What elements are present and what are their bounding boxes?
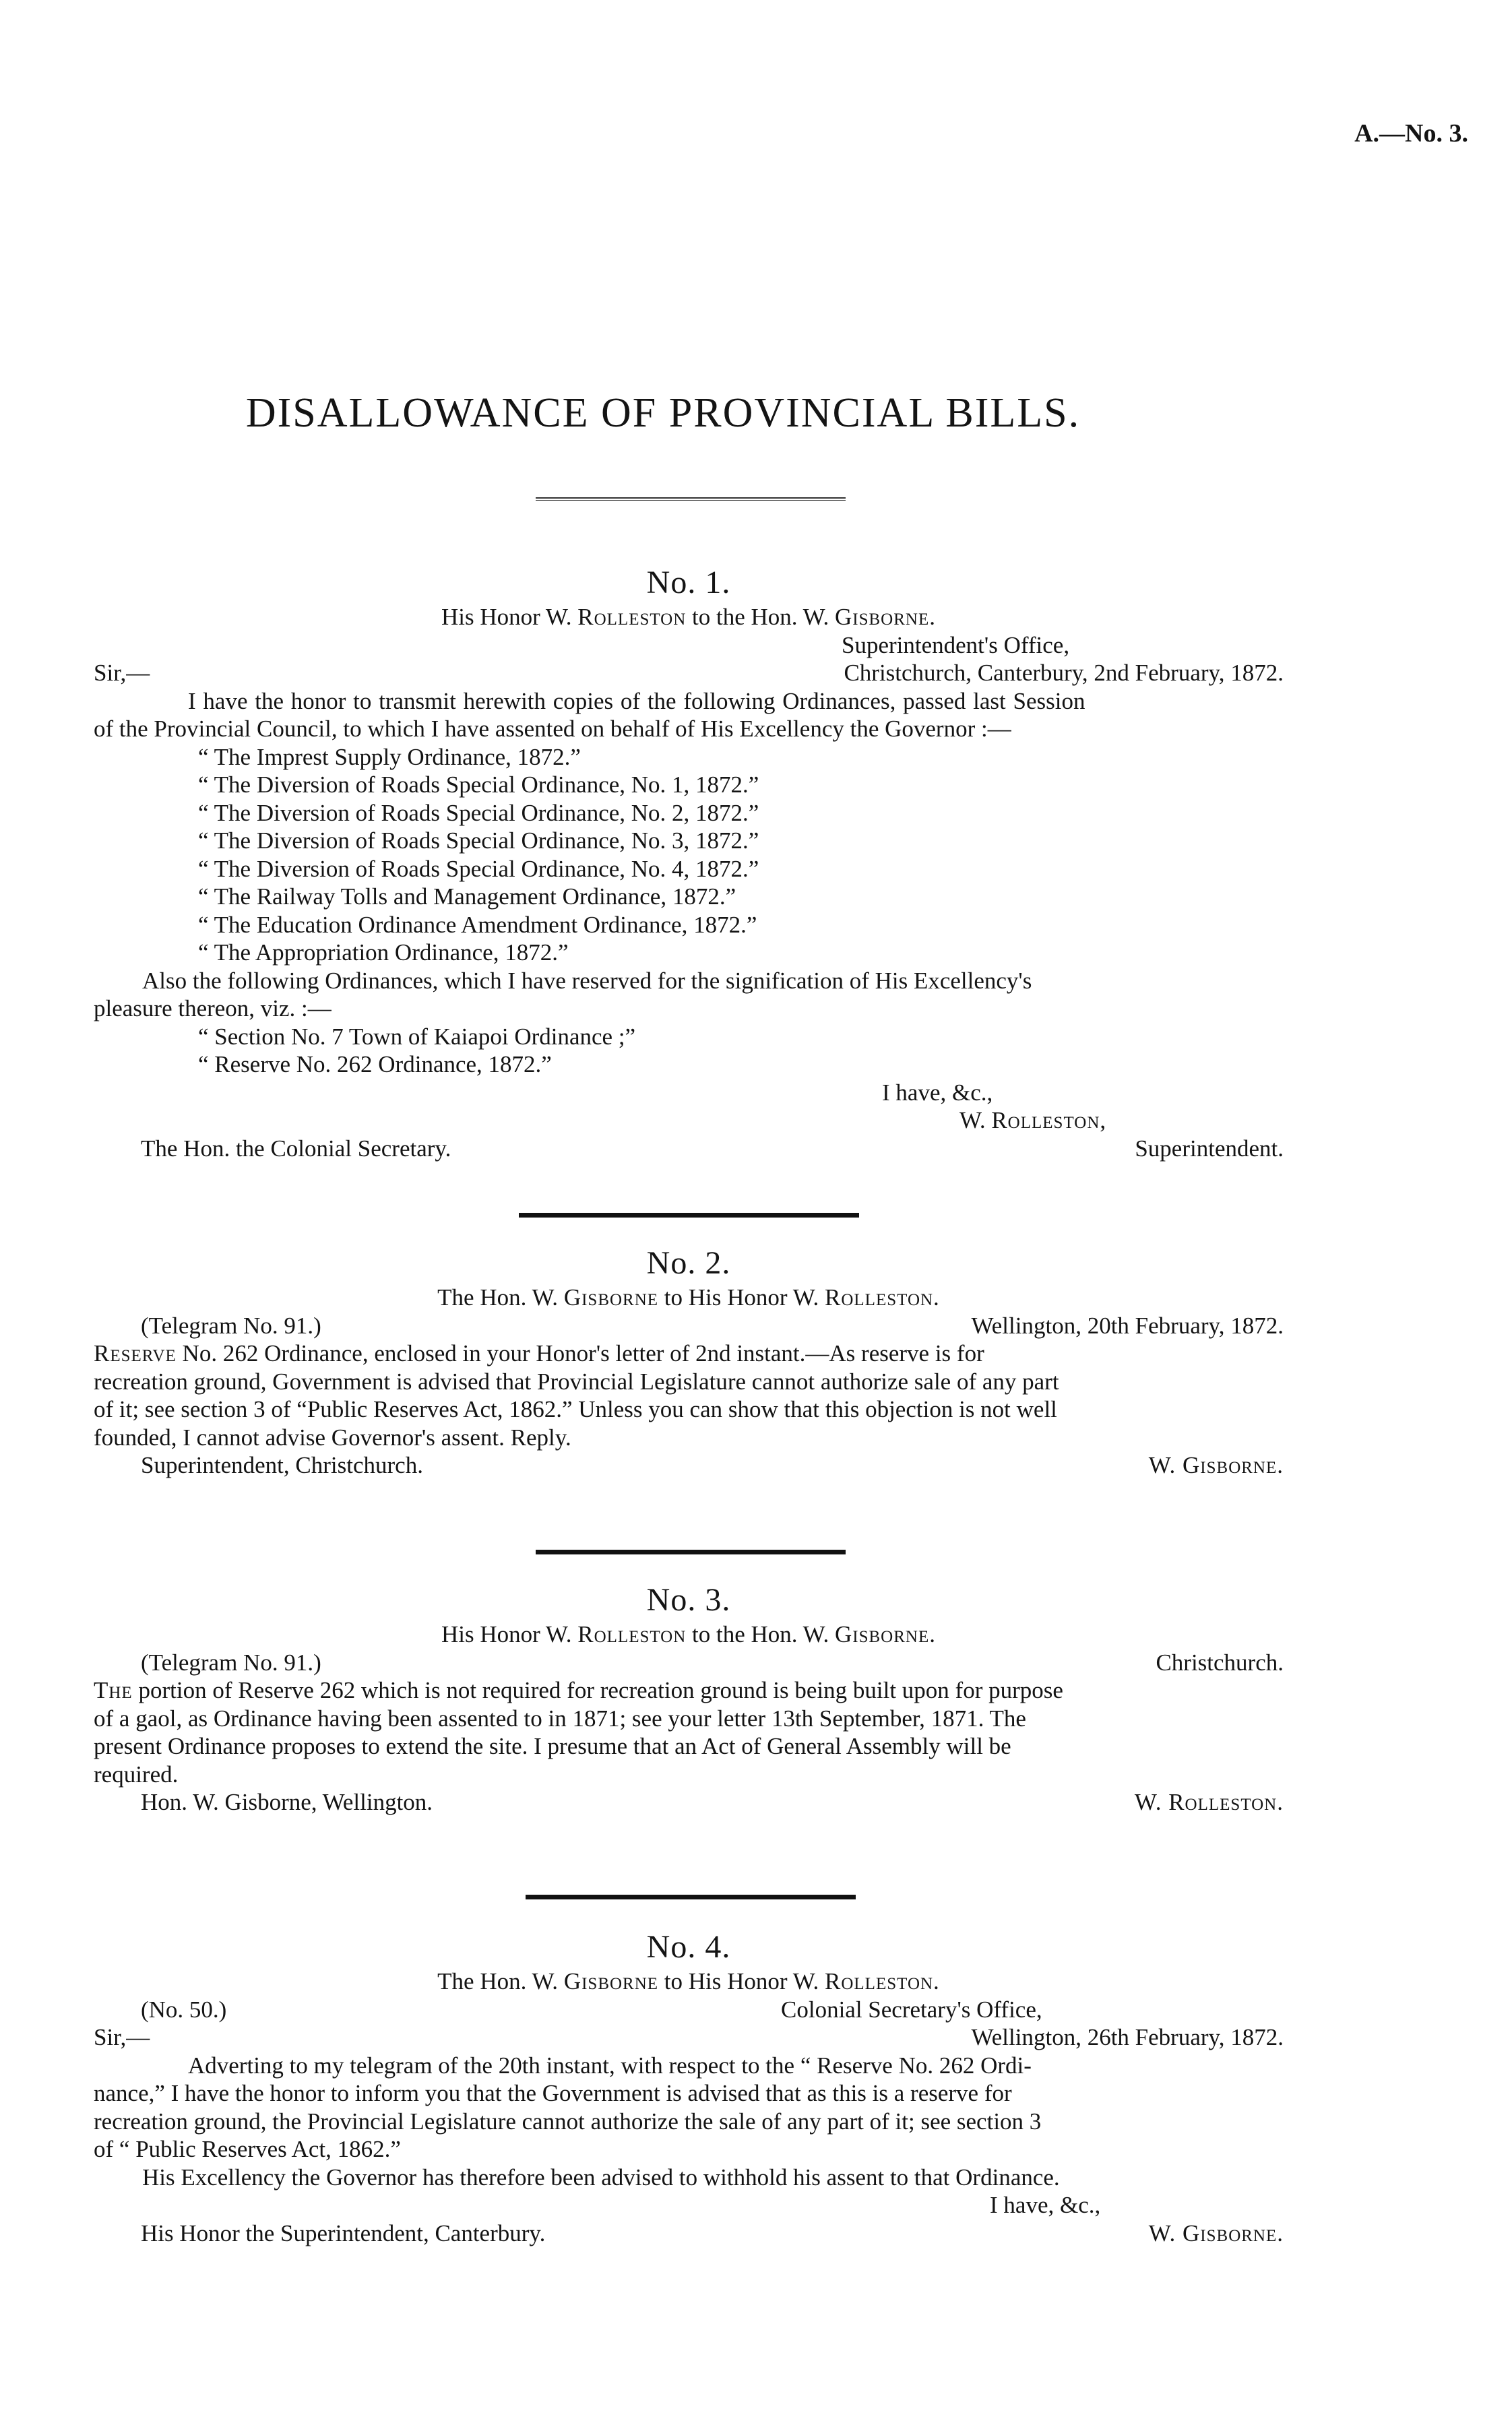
- body-line: required.: [94, 1761, 179, 1788]
- letter-2: [94, 1243, 1284, 1480]
- signature: W. Rolleston,: [959, 1107, 1107, 1133]
- signature: W. Rolleston.: [1134, 1789, 1284, 1815]
- page-identifier: A.—No. 3.: [1354, 119, 1468, 148]
- sender-name: Rolleston: [577, 1621, 687, 1647]
- sender-name: Rolleston: [577, 604, 687, 630]
- reference-number: (No. 50.): [141, 1996, 227, 2023]
- body-line: recreation ground, the Provincial Legislature cannot authorize the sale of any part of it; see section 3: [94, 2108, 1042, 2135]
- place-date: Wellington, 26th February, 1872.: [971, 2024, 1284, 2050]
- place-date: Wellington, 20th February, 1872.: [971, 1312, 1284, 1339]
- body-line: Reserve No. 262 Ordinance, enclosed in your Honor's letter of 2nd instant.—As reserve is for: [94, 1340, 984, 1366]
- letter-number: No. 4.: [646, 1929, 731, 1965]
- ordinance-item: “ The Diversion of Roads Special Ordinance, No. 2, 1872.”: [198, 799, 759, 826]
- ordinance-item: “ The Railway Tolls and Management Ordinance, 1872.”: [198, 883, 736, 910]
- body-line: of a gaol, as Ordinance having been assented to in 1871; see your letter 13th September, 1871. The: [94, 1705, 1026, 1732]
- addressee: Superintendent, Christchurch.: [141, 1452, 423, 1478]
- section-divider: [526, 1895, 856, 1899]
- section-divider: [536, 1550, 846, 1554]
- place-date: Christchurch, Canterbury, 2nd February, 1872.: [844, 660, 1284, 686]
- recipient-name: Rolleston.: [825, 1968, 940, 1994]
- document-title: DISALLOWANCE OF PROVINCIAL BILLS.: [245, 390, 1081, 436]
- body-line: recreation ground, Government is advised that Provincial Legislature cannot authorize sale of any part: [94, 1368, 1059, 1395]
- body-line: pleasure thereon, viz. :—: [94, 995, 332, 1021]
- addressee: His Honor the Superintendent, Canterbury.: [141, 2219, 546, 2246]
- signature-title: Superintendent.: [1135, 1135, 1284, 1162]
- letter-route: The Hon. W. Gisborne to His Honor W. Rolleston.: [437, 1284, 940, 1311]
- reserved-ordinance-item: “ Reserve No. 262 Ordinance, 1872.”: [198, 1051, 552, 1077]
- letter-number: No. 1.: [646, 565, 731, 600]
- salutation: Sir,—: [94, 660, 150, 686]
- body-line: of it; see section 3 of “Public Reserves Act, 1862.” Unless you can show that this objection is not well: [94, 1396, 1057, 1422]
- recipient-name: Gisborne.: [835, 1621, 936, 1647]
- body-line: Also the following Ordinances, which I have reserved for the signification of His Excellency's: [142, 967, 1032, 994]
- signature: W. Gisborne.: [1148, 2219, 1284, 2246]
- salutation: Sir,—: [94, 2024, 150, 2050]
- body-line: His Excellency the Governor has therefore been advised to withhold his assent to that Ordinance.: [142, 2164, 1060, 2190]
- ordinance-item: “ The Diversion of Roads Special Ordinance, No. 4, 1872.”: [198, 855, 759, 882]
- reserved-ordinance-item: “ Section No. 7 Town of Kaiapoi Ordinance ;”: [198, 1023, 636, 1050]
- body-line: present Ordinance proposes to extend the site. I presume that an Act of General Assembly will be: [94, 1733, 1011, 1759]
- letter-route: His Honor W. Rolleston to the Hon. W. Gisborne.: [441, 604, 936, 630]
- body-line: The portion of Reserve 262 which is not required for recreation ground is being built upon for purpose: [94, 1677, 1063, 1703]
- place-date: Christchurch.: [1156, 1649, 1284, 1676]
- signature: W. Gisborne.: [1148, 1452, 1284, 1478]
- body-line: nance,” I have the honor to inform you that the Government is advised that as this is a reserve for: [94, 2080, 1012, 2106]
- title-divider: [536, 497, 846, 501]
- ordinance-item: “ The Appropriation Ordinance, 1872.”: [198, 939, 569, 966]
- closing: I have, &c.,: [990, 2192, 1101, 2218]
- body-line: founded, I cannot advise Governor's assent. Reply.: [94, 1424, 571, 1451]
- recipient-name: Gisborne.: [835, 604, 936, 630]
- letter-4: [94, 1927, 1284, 2247]
- office-line: Colonial Secretary's Office,: [781, 1996, 1042, 2023]
- body-line: Adverting to my telegram of the 20th instant, with respect to the “ Reserve No. 262 Ordi-: [188, 2052, 1032, 2079]
- office-line: Superintendent's Office,: [842, 631, 1070, 658]
- ordinance-item: “ The Imprest Supply Ordinance, 1872.”: [198, 743, 581, 770]
- telegram-ref: (Telegram No. 91.): [141, 1312, 321, 1339]
- addressee: The Hon. the Colonial Secretary.: [141, 1135, 451, 1162]
- letter-1: [94, 563, 1284, 1162]
- ordinance-item: “ The Diversion of Roads Special Ordinance, No. 1, 1872.”: [198, 771, 759, 798]
- closing: I have, &c.,: [882, 1079, 993, 1106]
- section-divider: [519, 1213, 859, 1218]
- letter-number: No. 2.: [646, 1245, 731, 1281]
- letter-number: No. 3.: [646, 1582, 731, 1618]
- letter-route: His Honor W. Rolleston to the Hon. W. Gisborne.: [441, 1621, 936, 1647]
- sender-name: Gisborne: [563, 1284, 659, 1311]
- body-line: of the Provincial Council, to which I have assented on behalf of His Excellency the Governor :—: [94, 716, 1011, 742]
- letter-3: [94, 1580, 1284, 1817]
- recipient-name: Rolleston.: [825, 1284, 940, 1311]
- letter-route: The Hon. W. Gisborne to His Honor W. Rolleston.: [437, 1968, 940, 1994]
- sender-name: Gisborne: [563, 1968, 659, 1994]
- telegram-ref: (Telegram No. 91.): [141, 1649, 321, 1676]
- body-line: of “ Public Reserves Act, 1862.”: [94, 2136, 401, 2162]
- body-line: I have the honor to transmit herewith copies of the following Ordinances, passed last Session: [188, 687, 1085, 714]
- ordinance-item: “ The Education Ordinance Amendment Ordinance, 1872.”: [198, 911, 757, 938]
- ordinance-item: “ The Diversion of Roads Special Ordinance, No. 3, 1872.”: [198, 827, 759, 854]
- addressee: Hon. W. Gisborne, Wellington.: [141, 1789, 433, 1815]
